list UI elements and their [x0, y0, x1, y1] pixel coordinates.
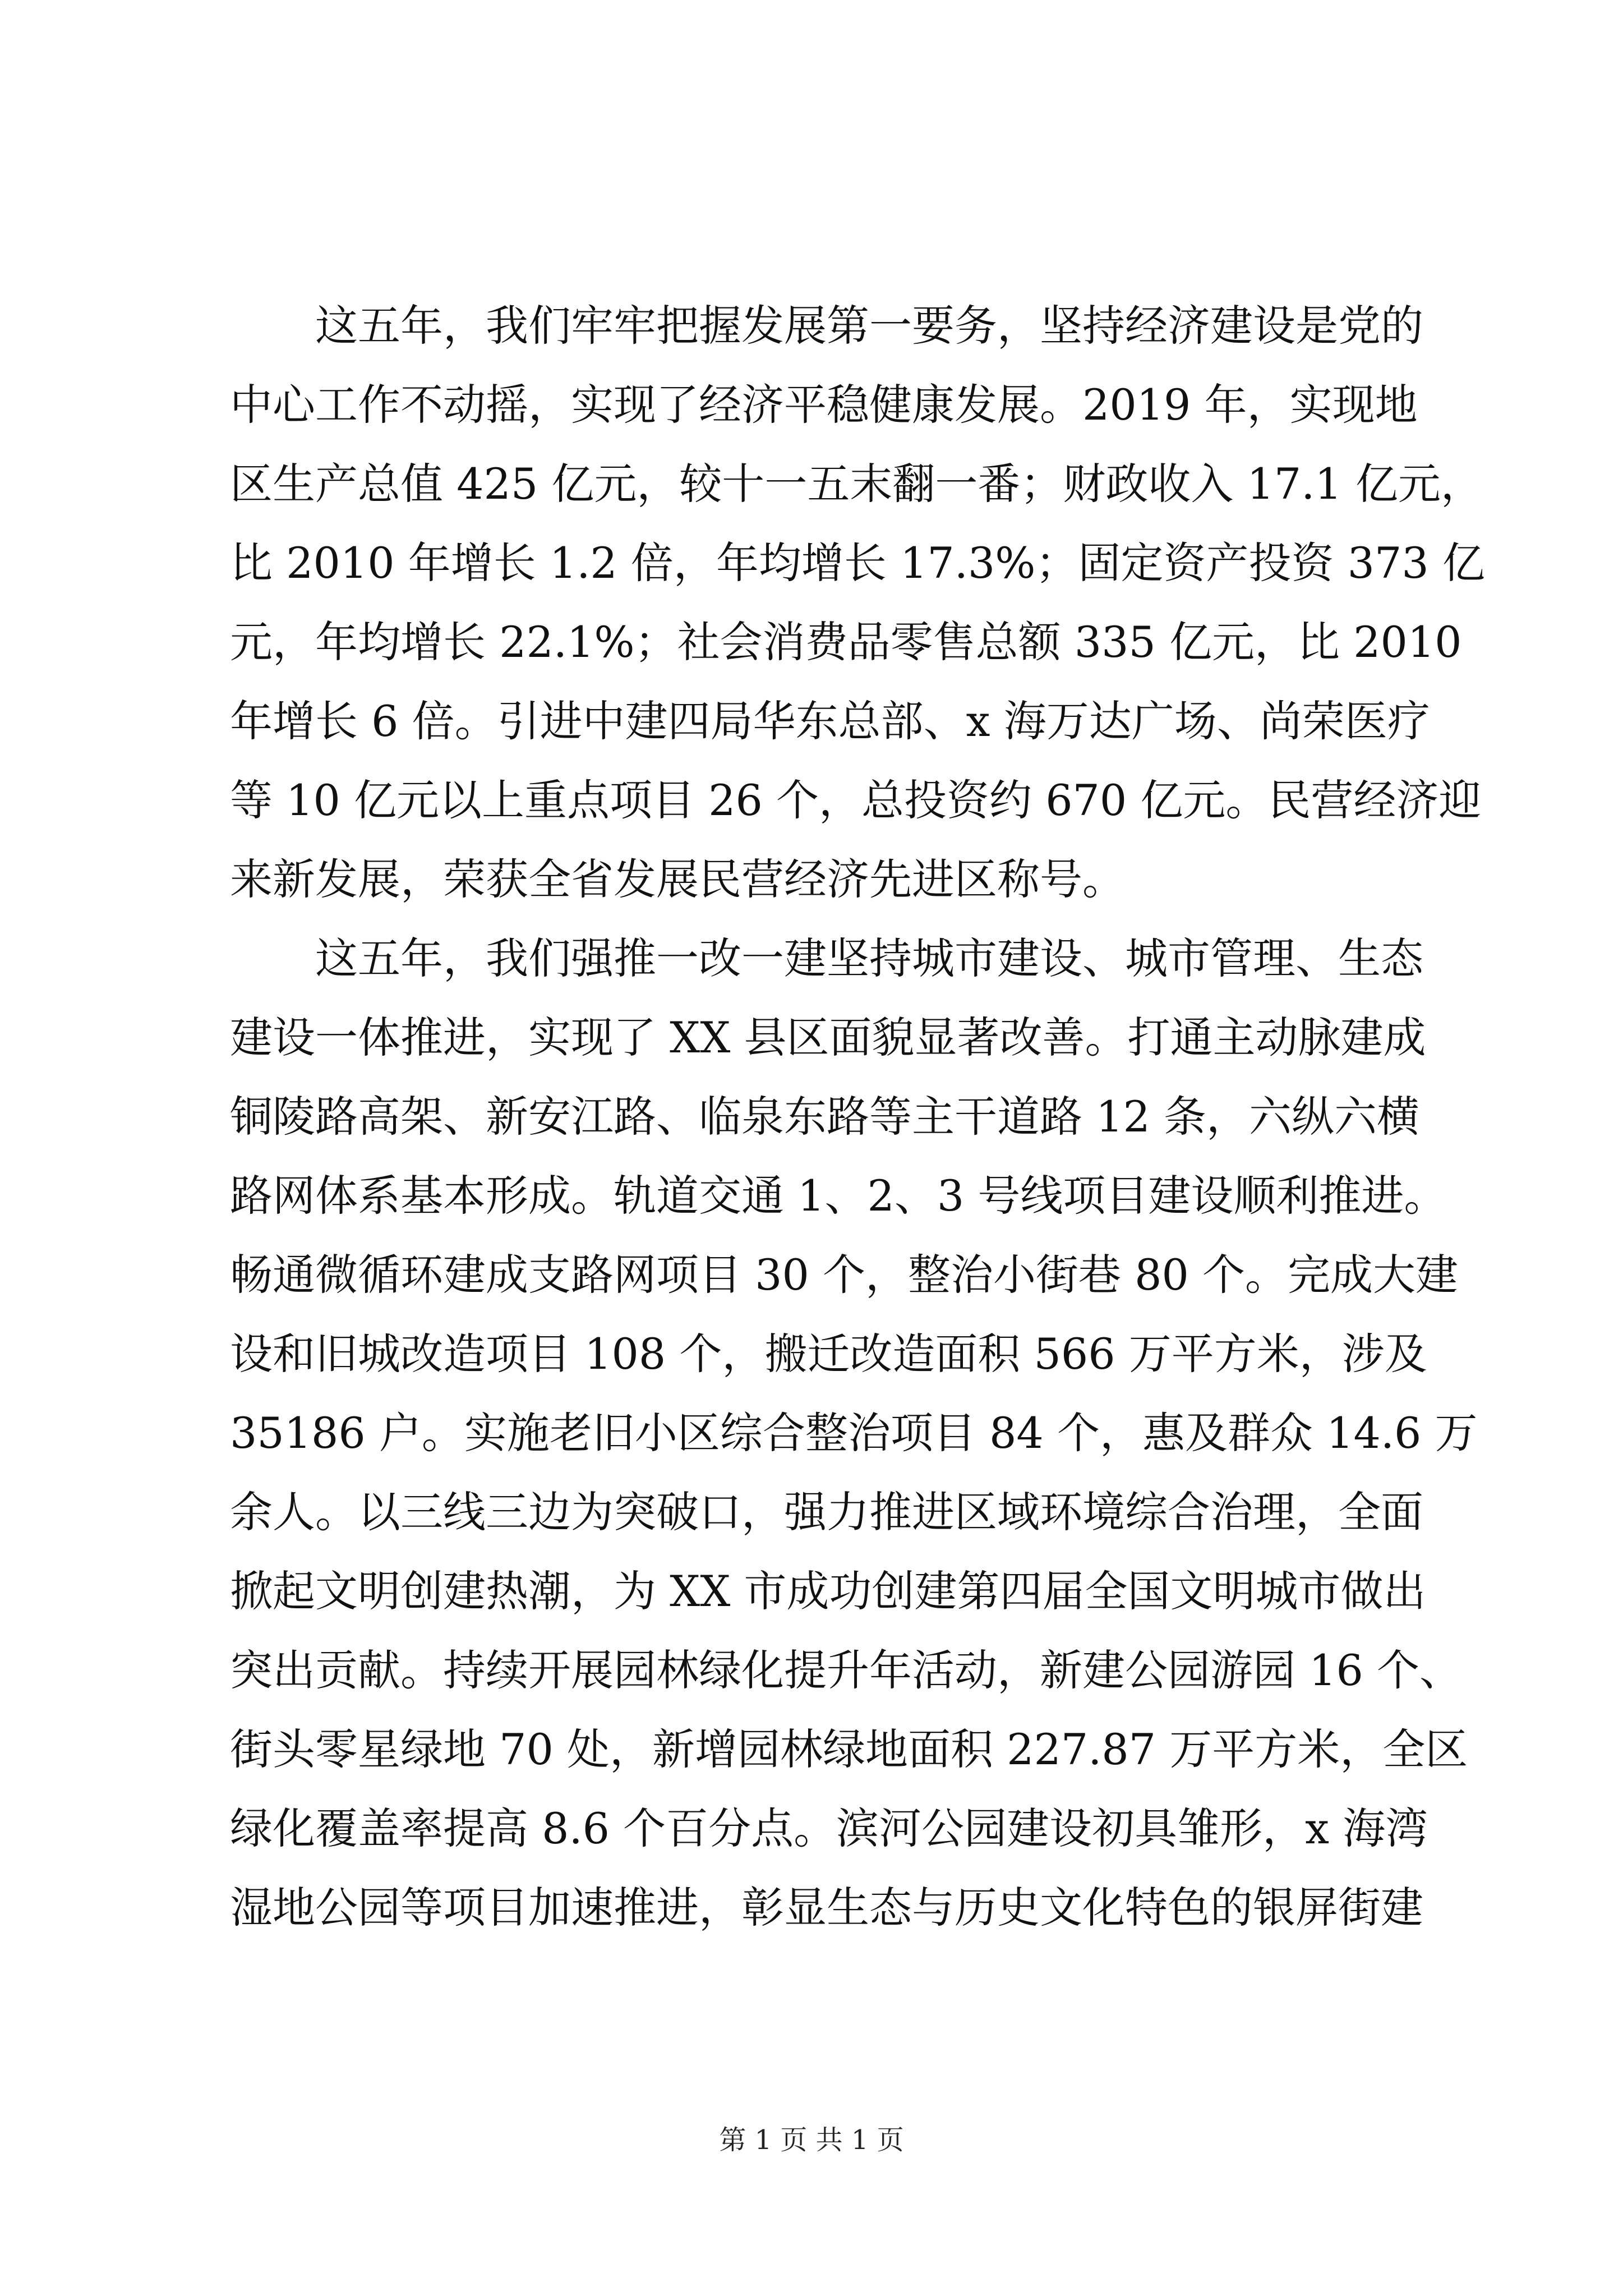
text-line: 等 10 亿元以上重点项目 26 个，总投资约 670 亿元。民营经济迎: [230, 775, 1482, 825]
text-line: 突出贡献。持续开展园林绿化提升年活动，新建公园游园 16 个、: [230, 1645, 1463, 1695]
text-line: 掀起文明创建热潮，为 XX 市成功创建第四届全国文明城市做出: [230, 1566, 1426, 1616]
text-line: 建设一体推进，实现了 XX 县区面貌显著改善。打通主动脉建成: [230, 1013, 1426, 1062]
text-line: 街头零星绿地 70 处，新增园林绿地面积 227.87 万平方米，全区: [230, 1724, 1468, 1774]
text-line: 余人。以三线三边为突破口，强力推进区域环境综合治理，全面: [230, 1487, 1423, 1537]
text-line: 畅通微循环建成支路网项目 30 个，整治小街巷 80 个。完成大建: [230, 1250, 1459, 1300]
page-footer: [0, 2123, 1623, 2157]
text-line: 来新发展，荣获全省发展民营经济先进区称号。: [230, 854, 1125, 904]
text-line: 区生产总值 425 亿元，较十一五末翻一番；财政收入 17.1 亿元，: [230, 459, 1483, 509]
text-line: 湿地公园等项目加速推进，彰显生态与历史文化特色的银屏街建: [230, 1883, 1423, 1932]
text-line: 这五年，我们强推一改一建坚持城市建设、城市管理、生态: [230, 933, 1423, 983]
text-line: 路网体系基本形成。轨道交通 1、2、3 号线项目建设顺利推进。: [230, 1171, 1447, 1221]
page-number: 第 1 页 共 1 页: [719, 2124, 904, 2156]
text-line: 中心工作不动摇，实现了经济平稳健康发展。2019 年，实现地: [230, 380, 1418, 430]
body-text: [230, 286, 1485, 1947]
text-line: 铜陵路高架、新安江路、临泉东路等主干道路 12 条，六纵六横: [230, 1092, 1420, 1142]
text-line: 35186 户。实施老旧小区综合整治项目 84 个，惠及群众 14.6 万: [230, 1408, 1478, 1458]
text-line: 设和旧城改造项目 108 个，搬迁改造面积 566 万平方米，涉及: [230, 1329, 1427, 1379]
text-line: 元，年均增长 22.1%；社会消费品零售总额 335 亿元，比 2010: [230, 617, 1462, 667]
text-line: 年增长 6 倍。引进中建四局华东总部、x 海万达广场、尚荣医疗: [230, 696, 1430, 746]
text-line: 这五年，我们牢牢把握发展第一要务，坚持经济建设是党的: [230, 301, 1423, 351]
text-line: 比 2010 年增长 1.2 倍，年均增长 17.3%；固定资产投资 373 亿: [230, 538, 1485, 588]
text-line: 绿化覆盖率提高 8.6 个百分点。滨河公园建设初具雏形，x 海湾: [230, 1803, 1428, 1853]
